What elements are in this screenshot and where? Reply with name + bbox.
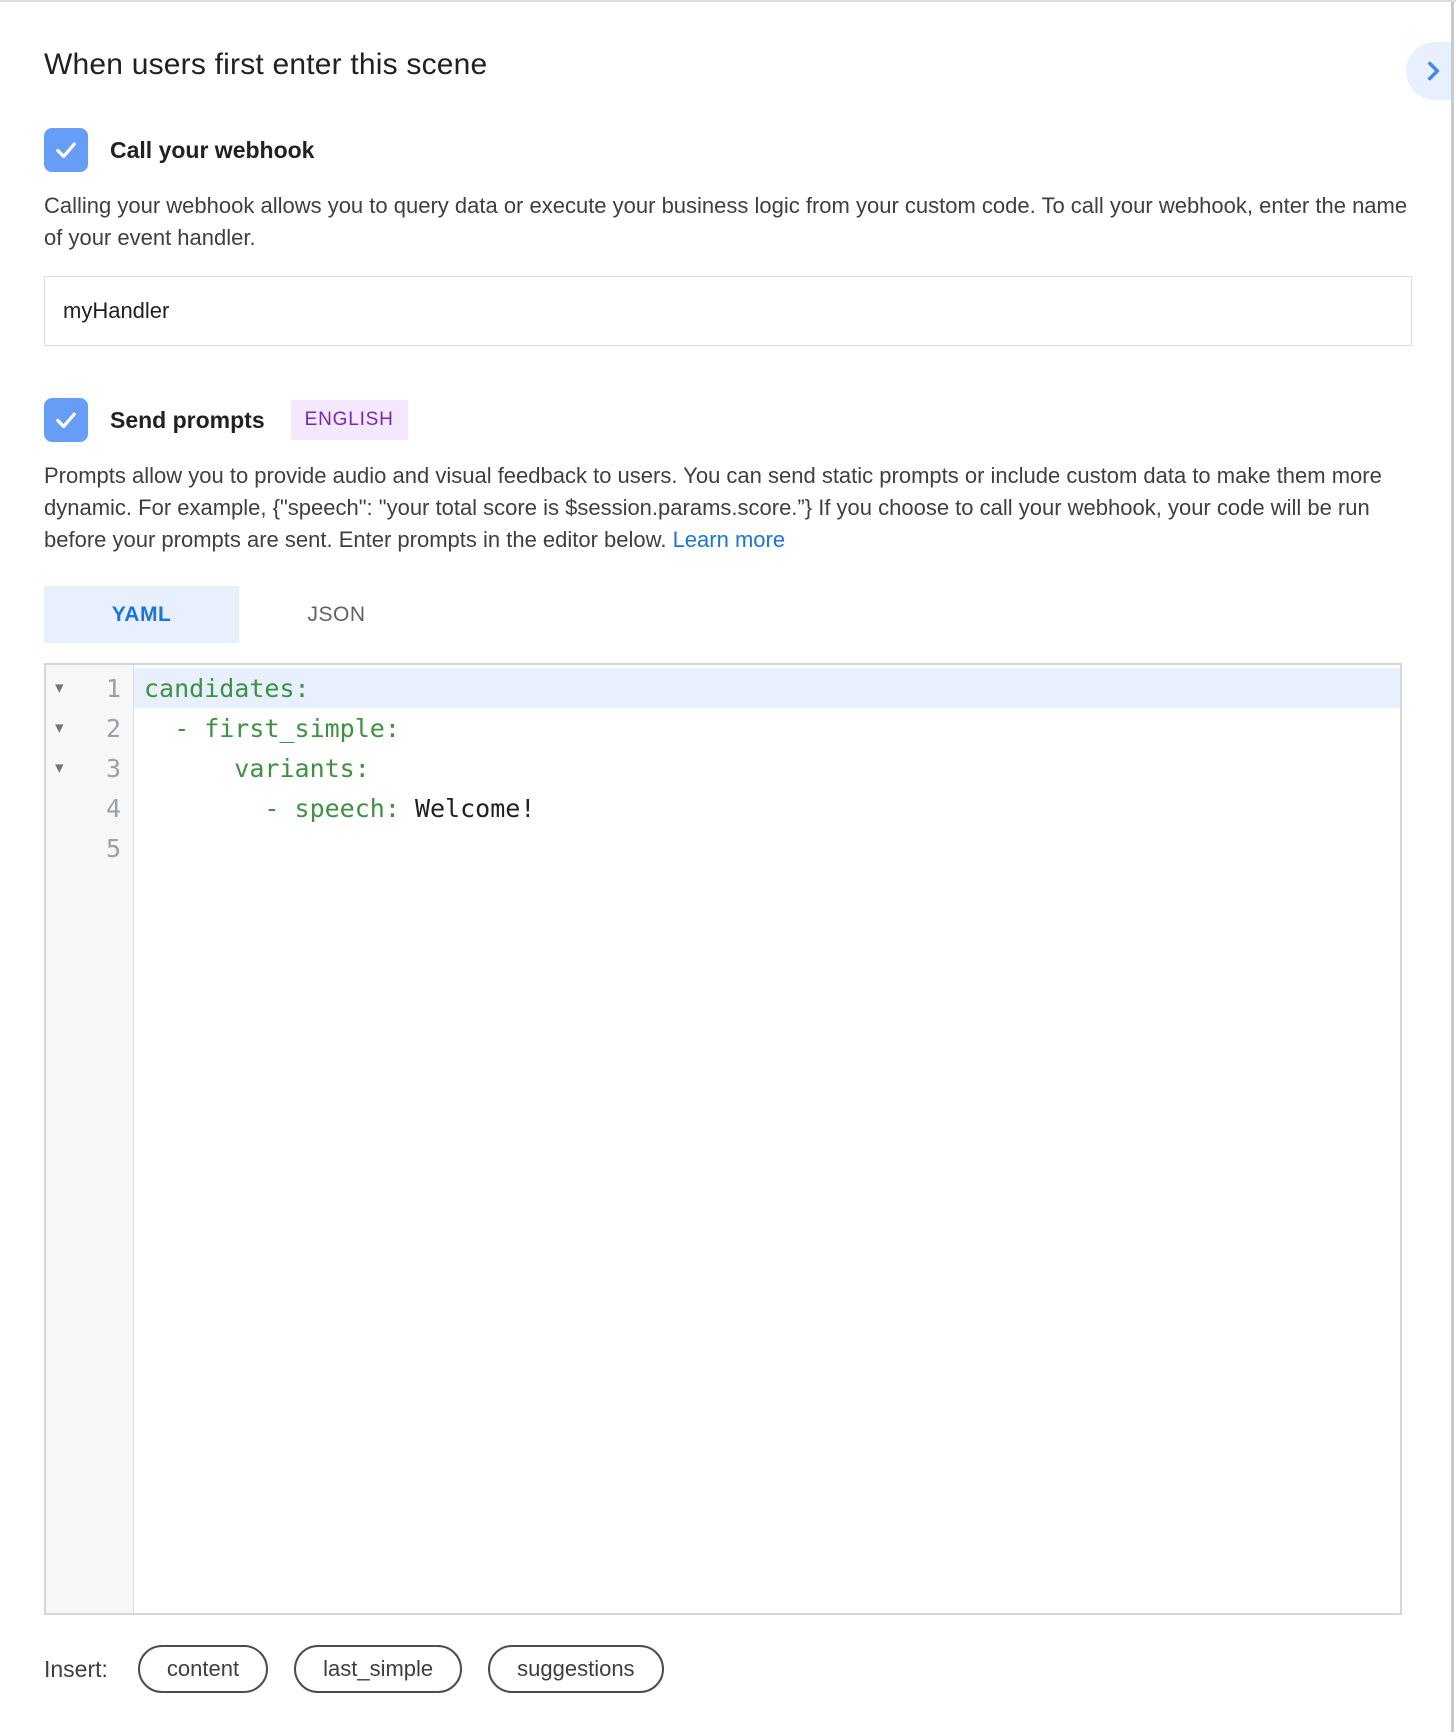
insert-toolbar [44,1645,1412,1693]
send-prompts-checkbox[interactable] [44,398,88,442]
gutter-row [46,748,133,788]
line-number: 4 [105,793,121,823]
code-line[interactable] [134,668,1400,708]
insert-content-chip[interactable]: content [138,1645,268,1693]
fold-arrow-icon[interactable]: ▾ [55,677,64,698]
scene-enter-panel [0,48,1456,1693]
insert-label: Insert: [44,1655,108,1682]
yaml-key: candidates: [144,673,310,703]
yaml-value: Welcome! [414,793,536,823]
checkmark-icon [52,406,80,434]
fold-arrow-icon[interactable]: ▾ [55,757,64,778]
prompt-code-editor [44,663,1402,1615]
code-line[interactable] [134,828,1400,868]
panel-right-divider [1451,2,1454,1732]
send-prompts-label: Send prompts [110,406,265,433]
editor-gutter [46,665,134,1613]
code-line[interactable] [134,708,1400,748]
insert-last-simple-chip[interactable]: last_simple [294,1645,462,1693]
code-line[interactable] [134,748,1400,788]
webhook-description: Calling your webhook allows you to query data or execute your business logic from your custom code. To call your webhook, enter the name of your event handler. [44,193,1408,250]
line-number: 1 [105,673,121,703]
gutter-row [46,708,133,748]
chevron-right-icon [1420,58,1446,84]
gutter-row [46,828,133,868]
line-number: 3 [105,753,121,783]
tab-yaml[interactable]: YAML [44,586,239,643]
insert-suggestions-chip[interactable]: suggestions [488,1645,663,1693]
line-number: 2 [105,713,121,743]
language-badge[interactable]: ENGLISH [291,400,408,440]
gutter-row [46,668,133,708]
send-prompts-row [44,398,1412,442]
learn-more-link[interactable]: Learn more [672,527,786,552]
yaml-key: - first_simple: [144,713,400,743]
gutter-row [46,788,133,828]
prompts-description-text: Prompts allow you to provide audio and visual feedback to users. You can send static prompts or include custom data to make them more dynamic. For example, {"speech": "your total score is $session.params.score.”} If you choose to call your webhook, your code will be run before your prompts are sent. Enter prompts in the editor below. [44,463,1382,552]
yaml-key: - speech: [144,793,415,823]
event-handler-input[interactable] [44,276,1412,346]
editor-code-area[interactable] [134,665,1400,1613]
tab-json[interactable]: JSON [307,602,366,626]
format-tabs [44,586,1412,643]
fold-arrow-icon[interactable]: ▾ [55,717,64,738]
prompts-description [44,460,1412,556]
checkmark-icon [52,136,80,164]
call-webhook-row [44,128,1412,172]
code-line[interactable] [134,788,1400,828]
yaml-key: variants: [144,753,370,783]
call-webhook-checkbox[interactable] [44,128,88,172]
call-webhook-label: Call your webhook [110,136,315,163]
panel-title: When users first enter this scene [44,48,488,81]
line-number: 5 [105,833,121,863]
